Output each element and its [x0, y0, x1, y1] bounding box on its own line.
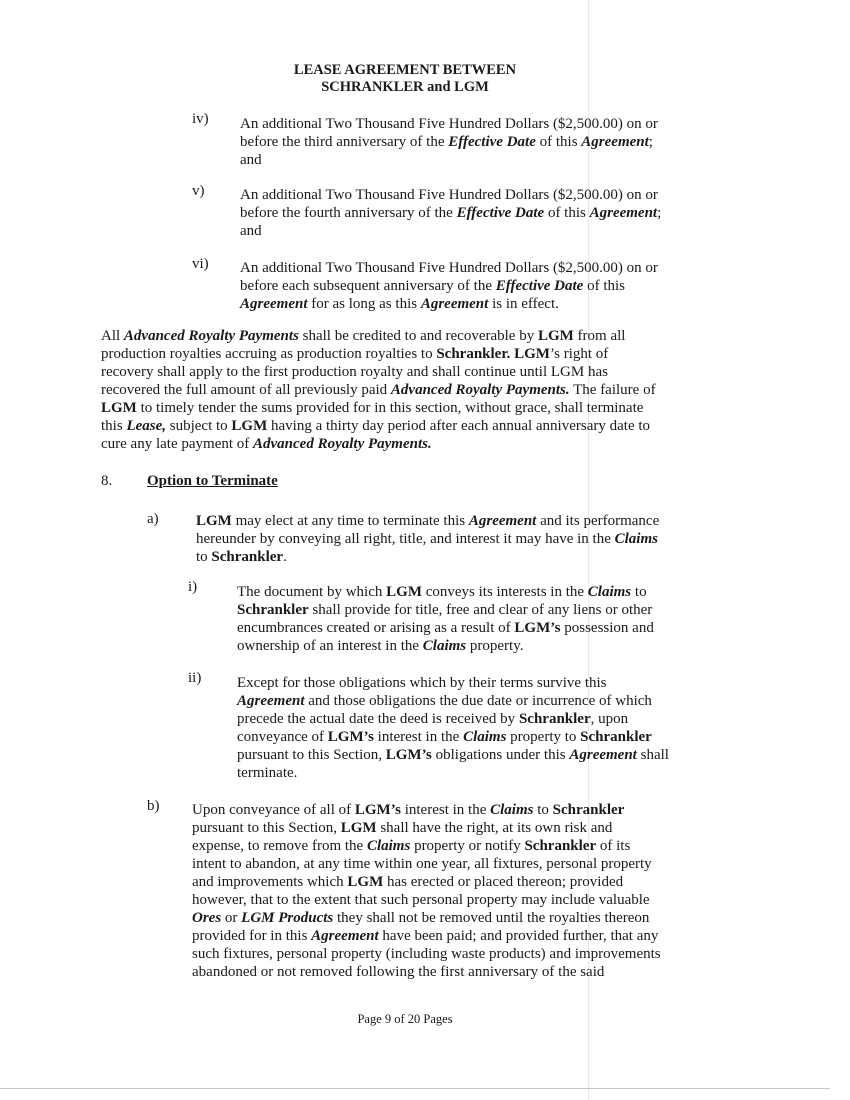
text-run: .: [283, 549, 287, 565]
clause-text: [192, 801, 704, 981]
text-run: possession and: [560, 620, 654, 636]
text-run: recovery shall apply to the first production royalty and shall continue until LGM has: [101, 364, 608, 380]
text-run: or: [221, 910, 242, 926]
text-run: to timely tender the sums provided for in this section, without grace, shall terminate: [136, 400, 644, 416]
text-run: Agreement: [569, 747, 637, 763]
text-run: , upon: [590, 711, 629, 727]
text-run: Schrankler: [211, 549, 284, 565]
text-run: LGM: [101, 400, 137, 416]
text-run: property to: [506, 729, 581, 745]
text-run: Claims: [587, 584, 632, 600]
text-line: [240, 186, 707, 204]
text-run: Upon conveyance of all of: [192, 802, 355, 818]
text-run: Advanced Royalty Payments.: [253, 436, 432, 452]
text-line: [237, 710, 704, 728]
text-line: [240, 222, 707, 240]
document-header: [0, 62, 810, 96]
text-run: Claims: [614, 531, 658, 547]
text-line: [192, 819, 704, 837]
clause-marker: i): [188, 579, 198, 595]
text-run: ;: [657, 205, 662, 221]
text-run: having a thirty day period after each annual anniversary date to: [267, 418, 651, 434]
text-line: [237, 601, 704, 619]
text-line: [240, 277, 707, 295]
text-line: [196, 512, 704, 530]
clause-text: [237, 674, 704, 782]
text-line: [240, 115, 707, 133]
text-run: The document by which: [237, 584, 387, 600]
text-run: LGM Products: [241, 910, 334, 926]
text-run: of this: [583, 278, 626, 294]
text-run: this: [101, 418, 127, 434]
text-run: cure any late payment of: [101, 436, 254, 452]
text-line: [101, 417, 707, 435]
text-run: LGM: [231, 418, 268, 434]
text-run: subject to: [166, 418, 232, 434]
text-line: [196, 548, 704, 566]
text-run: have been paid; and provided further, that any: [378, 928, 659, 944]
text-run: property.: [466, 638, 524, 654]
text-run: and those obligations the due date or incurrence of which: [304, 693, 652, 709]
text-run: and: [240, 152, 262, 168]
text-run: of its: [596, 838, 631, 854]
text-run: Agreement: [240, 296, 308, 312]
text-line: [240, 151, 707, 169]
payment-marker: vi): [192, 256, 209, 272]
text-run: Schrankler: [552, 802, 625, 818]
text-run: Lease,: [126, 418, 167, 434]
text-line: [237, 583, 704, 601]
text-run: recovered the full amount of all previously paid: [101, 382, 391, 398]
text-run: of this: [544, 205, 590, 221]
text-run: conveyance of: [237, 729, 328, 745]
payment-text: [240, 259, 707, 313]
text-run: LGM: [340, 820, 377, 836]
section-number: 8.: [101, 473, 113, 489]
text-line: [196, 530, 704, 548]
text-line: [101, 363, 707, 381]
text-line: [237, 619, 704, 637]
text-run: and: [240, 223, 262, 239]
page-number: Page 9 of 20 Pages: [357, 1012, 453, 1026]
text-run: Agreement: [311, 928, 379, 944]
clause-text: [196, 512, 704, 566]
text-run: is in effect.: [488, 296, 559, 312]
text-run: An additional Two Thousand Five Hundred Dollars ($2,500.00) on or: [240, 116, 658, 132]
text-run: provided for in this: [192, 928, 312, 944]
text-run: Schrankler: [518, 711, 591, 727]
text-run: to: [533, 802, 553, 818]
header-title-line2: SCHRANKLER and LGM: [321, 79, 489, 95]
clause-marker: ii): [188, 670, 202, 686]
payment-marker: iv): [192, 111, 209, 127]
text-line: [192, 873, 704, 891]
text-run: Ores: [192, 910, 222, 926]
text-line: [192, 945, 704, 963]
text-run: terminate.: [237, 765, 298, 781]
text-run: Agreement: [468, 513, 537, 529]
text-run: and its performance: [536, 513, 660, 529]
text-line: [240, 204, 707, 222]
text-run: from all: [573, 328, 626, 344]
text-run: before the third anniversary of the: [240, 134, 449, 150]
text-run: before the fourth anniversary of the: [240, 205, 457, 221]
text-run: Schrankler: [580, 729, 652, 745]
text-run: property or notify: [410, 838, 525, 854]
header-title-line1: LEASE AGREEMENT BETWEEN: [293, 62, 517, 78]
text-run: may elect at any time to terminate this: [231, 513, 469, 529]
text-run: LGM: [514, 346, 550, 362]
clause-marker: b): [147, 798, 160, 814]
text-run: Claims: [366, 838, 411, 854]
text-run: abandoned or not removed following the first anniversary of the said: [192, 964, 605, 980]
text-run: conveys its interests in the: [421, 584, 588, 600]
text-run: Agreement: [420, 296, 489, 312]
text-run: encumbrances created or arising as a result of: [237, 620, 515, 636]
text-run: LGM’s: [327, 729, 374, 745]
payment-marker: v): [192, 183, 205, 199]
section-title: Option to Terminate: [147, 473, 278, 489]
text-run: ’s right of: [549, 346, 609, 362]
text-line: [237, 764, 704, 782]
text-run: Agreement: [589, 205, 658, 221]
text-run: Advanced Royalty Payments: [123, 328, 299, 344]
text-line: [192, 837, 704, 855]
text-line: [101, 399, 707, 417]
clause-text: [237, 583, 704, 655]
text-run: Claims: [463, 729, 507, 745]
text-run: of this: [535, 134, 582, 150]
text-run: Advanced Royalty Payments.: [390, 382, 570, 398]
text-run: intent to abandon, at any time within one year, all fixtures, personal property: [192, 856, 652, 872]
text-run: pursuant to this Section,: [192, 820, 341, 836]
text-run: LGM’s: [354, 802, 401, 818]
text-run: they shall not be removed until the royalties thereon: [333, 910, 650, 926]
text-run: has erected or placed thereon; provided: [383, 874, 624, 890]
text-run: LGM: [537, 328, 574, 344]
text-run: LGM’s: [385, 747, 432, 763]
text-run: The failure of: [569, 382, 656, 398]
text-run: Claims: [490, 802, 534, 818]
text-run: obligations under this: [431, 747, 570, 763]
text-line: [192, 909, 704, 927]
text-run: expense, to remove from the: [192, 838, 367, 854]
text-run: Agreement: [237, 693, 305, 709]
text-run: hereunder by conveying all right, title, and interest it may have in the: [196, 531, 615, 547]
text-run: LGM: [347, 874, 384, 890]
text-run: shall provide for title, free and clear of any liens or other: [308, 602, 653, 618]
text-run: precede the actual date the deed is received by: [237, 711, 519, 727]
advanced-royalty-paragraph: [101, 327, 707, 453]
text-run: shall be credited to and recoverable by: [298, 328, 538, 344]
text-line: [192, 855, 704, 873]
text-run: however, that to the extent that such personal property may include valuable: [192, 892, 650, 908]
text-run: to: [196, 549, 212, 565]
text-run: interest in the: [400, 802, 491, 818]
text-line: [101, 345, 707, 363]
payment-text: [240, 186, 707, 240]
text-line: [237, 674, 704, 692]
text-line: [237, 728, 704, 746]
text-line: [240, 295, 707, 313]
text-run: LGM: [386, 584, 422, 600]
text-line: [237, 692, 704, 710]
text-line: [237, 637, 704, 655]
text-run: Schrankler: [237, 602, 309, 618]
text-line: [101, 327, 707, 345]
text-run: ;: [648, 134, 653, 150]
text-run: Except for those obligations which by their terms survive this: [237, 675, 607, 691]
text-run: to: [631, 584, 647, 600]
text-run: such fixtures, personal property (including waste products) and improvements: [192, 946, 661, 962]
text-run: shall: [636, 747, 669, 763]
text-run: ownership of an interest in the: [237, 638, 423, 654]
text-run: production royalties accruing as production royalties to: [101, 346, 437, 362]
text-line: [240, 133, 707, 151]
text-run: Effective Date: [456, 205, 545, 221]
text-line: [101, 435, 707, 453]
text-line: [192, 927, 704, 945]
text-run: Effective Date: [448, 134, 536, 150]
text-run: interest in the: [373, 729, 464, 745]
text-run: pursuant to this Section,: [237, 747, 386, 763]
text-run: Schrankler.: [436, 346, 511, 362]
text-run: Agreement: [581, 134, 649, 150]
text-line: [240, 259, 707, 277]
text-run: and improvements which: [192, 874, 348, 890]
text-line: [192, 891, 704, 909]
text-run: Claims: [422, 638, 467, 654]
text-line: [192, 963, 704, 981]
text-run: An additional Two Thousand Five Hundred Dollars ($2,500.00) on or: [240, 260, 658, 276]
text-line: [192, 801, 704, 819]
scan-bottom-edge: [0, 1088, 830, 1089]
payment-text: [240, 115, 707, 169]
text-line: [237, 746, 704, 764]
text-run: Schrankler: [524, 838, 597, 854]
text-run: shall have the right, at its own risk and: [376, 820, 613, 836]
text-run: Effective Date: [495, 278, 584, 294]
text-run: All: [101, 328, 124, 344]
text-line: [101, 381, 707, 399]
text-run: LGM: [196, 513, 232, 529]
clause-marker: a): [147, 511, 159, 527]
text-run: LGM’s: [514, 620, 561, 636]
text-run: for as long as this: [307, 296, 421, 312]
text-run: An additional Two Thousand Five Hundred Dollars ($2,500.00) on or: [240, 187, 658, 203]
text-run: before each subsequent anniversary of the: [240, 278, 496, 294]
